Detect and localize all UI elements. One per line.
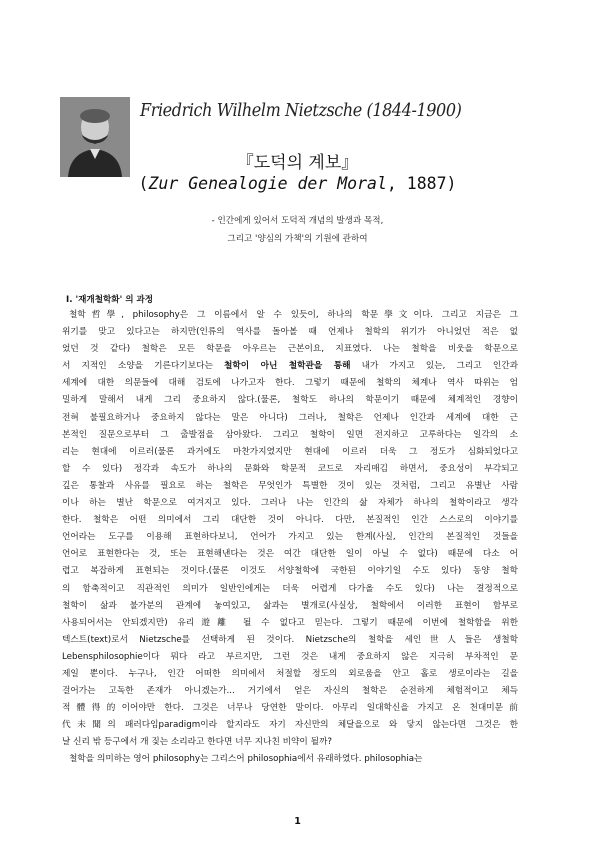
- body-line: 세계에 대한 의문들에 대해 검토에 나가고자 한다. 그렇기 때문에 철학의 체계나 역사 따위는 엄: [62, 378, 518, 389]
- body-line: 철학을 의미하는 영어 philosophy는 그리스어 philosophia에서 유래하였다. philosophia는: [69, 754, 423, 765]
- section-heading: Ⅰ. '재개철학화' 의 과정: [66, 295, 154, 305]
- body-line: 한다. 철학은 어떤 의미에서 그리 대단한 것이 아니다. 다만, 본질적인 인간 스스로의 이야기를: [62, 515, 518, 526]
- body-line: 代未聞의 패러다임paradigm이라 할지라도 자기 자신만의 체달을으로 와 닿지 않는다면 그것은 한: [62, 720, 518, 731]
- subtitle-line-2: 그리고 '양심의 가책'의 기원에 관하여: [227, 234, 368, 244]
- body-line: 할 수 있다) 정각과 속도가 하나의 문화와 학문적 코드로 자리매김 하면서, 중요성이 부각되고: [62, 463, 518, 474]
- page-title-korean: 『도덕의 계보』: [236, 153, 359, 173]
- body-line: 언어로 표현한다는 것, 또는 표현해낸다는 것은 여간 대단한 일이 아닐 수 없다) 때문에 다소 어: [62, 549, 518, 560]
- bold-phrase: 철학이 아닌 철학관을 통해: [224, 361, 351, 372]
- body-line: 사용되어서는 안되겠지만) 유리遊離 될 수 없다고 믿는다. 그렇기 때문에 이번에 철학함을 위한: [62, 617, 518, 628]
- body-line: 밀하게 말해서 내게 그리 중요하지 않다.(물론, 철학도 하나의 학문이기 때문에 체계적인 경향이: [62, 395, 518, 406]
- body-line: 적體得的이어야만 한다. 그것은 너무나 당연한 말이다. 아무리 일대학신을 가지고 온 천대미문前: [62, 703, 518, 714]
- body-line: 위기를 맞고 있다고는 하지만(인류의 역사를 돌아볼 때 언제나 철학의 위기가 아니었던 적은 없: [62, 327, 518, 338]
- body-line: 언어라는 도구를 이용해 표현하다보니, 언어가 가지고 있는 한계(사실, 인간의 본질적인 것들을: [62, 532, 518, 543]
- page-title-german: [0, 174, 595, 193]
- body-line: 철학이 삶과 불가분의 관계에 놓여있고, 삶과는 별개로(사실상, 철학에서 이러한 표현이 함부로: [62, 600, 518, 611]
- subtitle-line-1: - 인간에게 있어서 도덕적 개념의 발생과 목적,: [211, 216, 384, 226]
- page-number: 1: [294, 816, 301, 827]
- body-line: 었던 것 같다) 철학은 모든 학문을 아우르는 근본이요, 지표였다. 나는 철학을 비웃을 학문으로: [62, 344, 518, 355]
- body-line: 철학哲學, philosophy은 그 이름에서 알 수 있듯이, 하나의 학문學文이다. 그리고 지금은 그: [69, 310, 518, 320]
- body-line: Lebensphilosophie이다 뭐다 라고 부르지만, 그런 것은 내게 중요하지 않은 지극히 부차적인 문: [62, 651, 518, 662]
- body-paragraph: [62, 307, 518, 769]
- body-line: 본적인 질문으로부터 그 출발점을 삼아왔다. 그리고 철학이 일면 전지하고 고루하다는 일각의 소: [62, 429, 518, 440]
- author-name: Friedrich Wilhelm Nietzsche (1844-1900): [140, 99, 462, 121]
- body-line: 이나 하는 별난 학문으로 여겨지고 있다. 그러나 나는 인간의 삶 자체가 하나의 철학이라고 생각: [62, 498, 518, 509]
- body-line: 제일 뿐이다. 누구나, 인간 어떠한 의미에서 처절할 정도의 외로움을 안고 홀로 생로이라는 길을: [62, 668, 518, 679]
- body-line: 렵고 복잡하게 표현되는 것이다.(물론 이것도 서양철학에 국한된 이야기일 수도 있다) 동양 철학: [62, 566, 518, 577]
- body-line: 서 지적인 소양을 기른다기보다는 철학이 아닌 철학관을 통해 내가 가지고 있는, 그리고 인간과: [62, 361, 518, 372]
- title-german-rest: , 1887): [386, 174, 457, 193]
- body-line: 의 함축적이고 직관적인 의미가 일반인에게는 더욱 어렵게 다가올 수도 있다) 나는 결정적으로: [62, 583, 518, 594]
- body-line: 걸어가는 고독한 존재가 아니겠는가... 거기에서 얻은 자신의 철학은 순전하게 체험적이고 체득: [62, 686, 518, 697]
- body-line: 깊은 통찰과 사유를 필요로 하는 철학은 무엇인가 특별한 것이 있는 것처럼, 그리고 유별난 사람: [62, 480, 518, 491]
- title-open-paren: (: [138, 174, 149, 193]
- body-line: 텍스트(text)로서 Nietzsche를 선택하게 된 것이다. Nietzsche의 철학을 세인世人들은 생철학: [62, 634, 518, 645]
- title-german-italic: Zur Genealogie der Moral: [148, 174, 387, 193]
- body-line: 리는 현대에 이르러(물론 과거에도 마찬가지였지만 현대에 이르러 더욱 그 정도가 심화되었다고: [62, 446, 518, 457]
- body-line: 전혀 불필요하거나 중요하지 않다는 말은 아니다) 그러나, 철학은 언제나 인간과 세계에 대한 근: [62, 412, 518, 423]
- body-line: 날 신리 밖 등구에서 개 짖는 소리라고 한다면 너무 지나친 비약이 될까?: [62, 737, 332, 748]
